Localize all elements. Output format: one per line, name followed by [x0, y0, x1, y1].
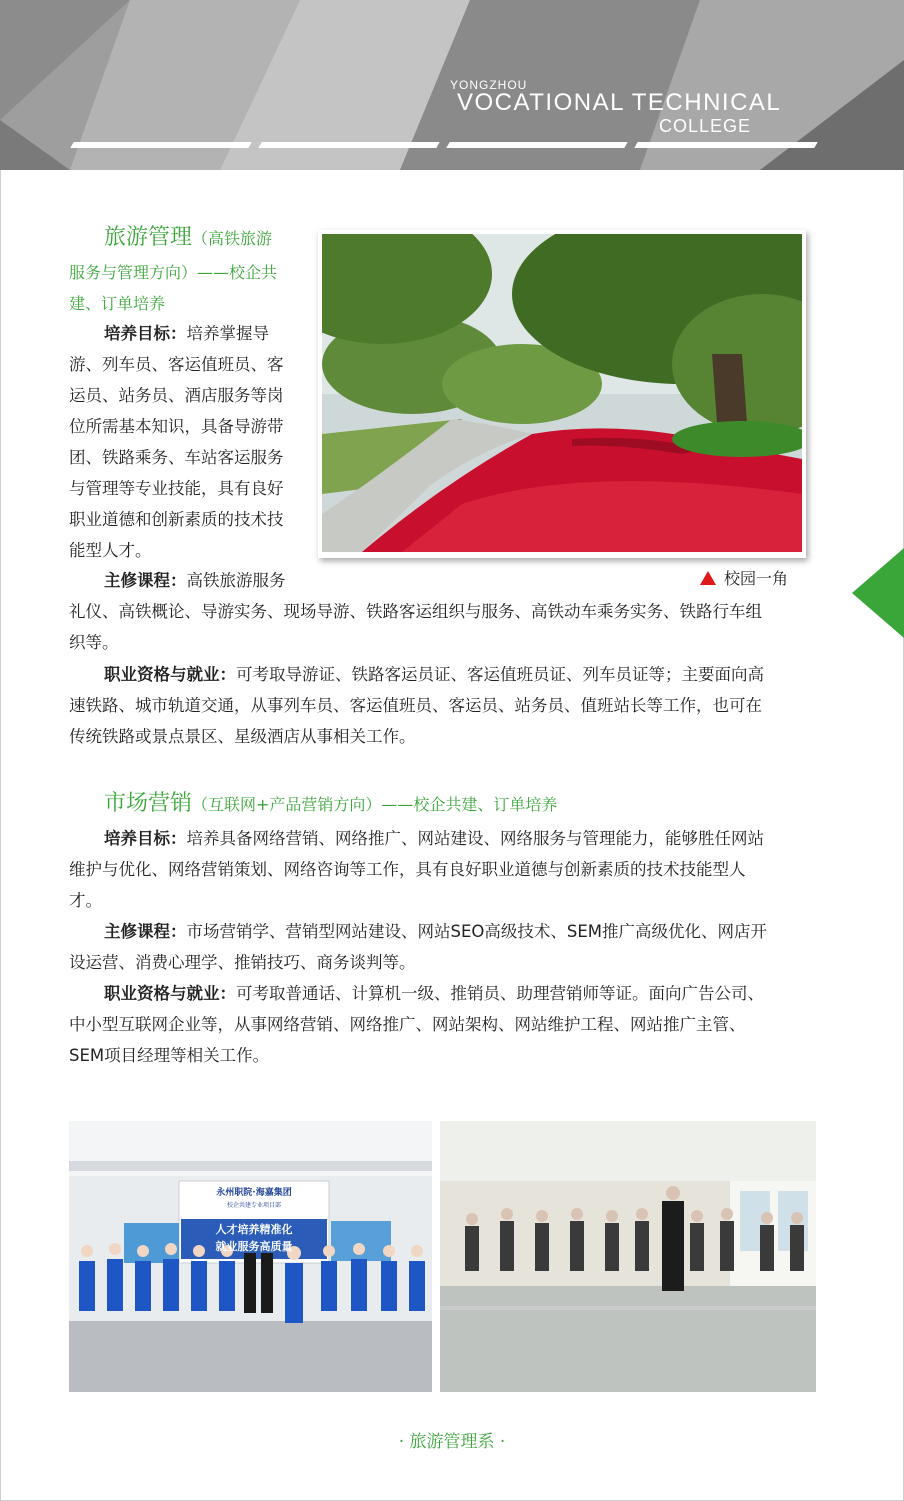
- brand-vocational-technical: VOCATIONAL TECHNICAL: [457, 89, 782, 116]
- section1-course-label: 主修课程：: [104, 571, 187, 590]
- section1-goal-label: 培养目标：: [104, 324, 187, 343]
- students-uniform-photo: [69, 1121, 432, 1392]
- photo-caption-text: 校园一角: [724, 569, 789, 588]
- section2-career-label: 职业资格与就业：: [104, 984, 236, 1003]
- section1-course-text: 高铁旅游服务: [186, 571, 286, 590]
- brand-college: COLLEGE: [659, 116, 752, 136]
- red-triangle-icon: [700, 571, 716, 585]
- header-rule-segment: [634, 142, 817, 148]
- section2-course-first-line: [104, 916, 767, 947]
- page-header: [0, 0, 904, 170]
- section2-career-line: SEM项目经理等相关工作。: [69, 1046, 270, 1065]
- section2-course-line: 设运营、消费心理学、推销技巧、商务谈判等。: [69, 953, 416, 972]
- section1-goal-line: 能型人才。: [69, 541, 152, 560]
- section1-title-line3: 建、订单培养: [69, 294, 166, 313]
- section1-career-label: 职业资格与就业：: [104, 665, 236, 684]
- section2-goal-text: 培养具备网络营销、网络推广、网站建设、网络服务与管理能力，能够胜任网站: [186, 829, 764, 848]
- section2-title-line: [104, 788, 557, 820]
- section1-course-first-line: [104, 565, 286, 596]
- section1-goal-line: 运员、站务员、酒店服务等岗: [69, 386, 284, 405]
- section1-title-line1: [104, 222, 272, 254]
- section1-title-line2: 服务与管理方向）——校企共: [69, 263, 278, 282]
- header-rule-segment: [70, 142, 251, 148]
- section2-goal-first-line: [104, 823, 764, 854]
- section1-goal-line: 职业道德和创新素质的技术技: [69, 510, 284, 529]
- banner-line4: 就业服务高质量: [215, 1240, 293, 1253]
- header-rule-segment: [258, 142, 439, 148]
- section1-course-line: 织等。: [69, 633, 119, 652]
- section1-title-sub: （高铁旅游: [192, 229, 273, 248]
- section2-career-first-line: [104, 978, 764, 1009]
- section2-goal-line: 维护与优化、网络营销策划、网络咨询等工作，具有良好职业道德与创新素质的技术技能型人: [69, 860, 746, 879]
- green-side-tab-icon: [852, 548, 904, 638]
- section2-goal-label: 培养目标：: [104, 829, 187, 848]
- section1-career-first-line: [104, 659, 764, 690]
- section1-goal-line: 团、铁路乘务、车站客运服务: [69, 448, 284, 467]
- section2-career-text: 可考取普通话、计算机一级、推销员、助理营销师等证。面向广告公司、: [236, 984, 764, 1003]
- banner-line2: 校企共建专业项目部: [226, 1202, 281, 1209]
- section2-career-line: 中小型互联网企业等，从事网络营销、网络推广、网站架构、网站维护工程、网站推广主管、: [69, 1015, 746, 1034]
- brand-yongzhou: YONGZHOU: [450, 78, 528, 92]
- section1-goal-line: 位所需基本知识，具备导游带: [69, 417, 284, 436]
- campus-photo-frame: [318, 230, 806, 558]
- banner-line1: 永州职院·海嘉集团: [216, 1188, 292, 1198]
- section1-goal-line: 与管理等专业技能，具有良好: [69, 479, 284, 498]
- section1-goal-text: 培养掌握导: [186, 324, 269, 343]
- header-rule-segment: [446, 142, 627, 148]
- campus-photo: [322, 234, 802, 552]
- photo-caption: [700, 566, 788, 589]
- section2-goal-line: 才。: [69, 891, 102, 910]
- section2-course-label: 主修课程：: [104, 922, 187, 941]
- section1-career-line: 传统铁路或景点景区、星级酒店从事相关工作。: [69, 727, 416, 746]
- section1-goal-first-line: [104, 318, 269, 349]
- section1-career-line: 速铁路、城市轨道交通，从事列车员、客运值班员、客运员、站务员、值班站长等工作，也可在: [69, 696, 762, 715]
- banner-line3: 人才培养精准化: [215, 1223, 293, 1236]
- section2-title-sub: （互联网+产品营销方向）——校企共建、订单培养: [192, 795, 558, 814]
- section1-course-line: 礼仪、高铁概论、导游实务、现场导游、铁路客运组织与服务、高铁动车乘务实务、铁路行车组: [69, 602, 762, 621]
- footer-department: · 旅游管理系 ·: [398, 1432, 506, 1452]
- section2-title: 市场营销: [104, 791, 193, 816]
- classroom-photo: [440, 1121, 816, 1392]
- section2-course-text: 市场营销学、营销型网站建设、网站SEO高级技术、SEM推广高级优化、网店开: [186, 922, 768, 941]
- section1-title: 旅游管理: [104, 225, 193, 250]
- section1-career-text: 可考取导游证、铁路客运员证、客运值班员证、列车员证等；主要面向高: [236, 665, 764, 684]
- section1-goal-line: 游、列车员、客运值班员、客: [69, 355, 284, 374]
